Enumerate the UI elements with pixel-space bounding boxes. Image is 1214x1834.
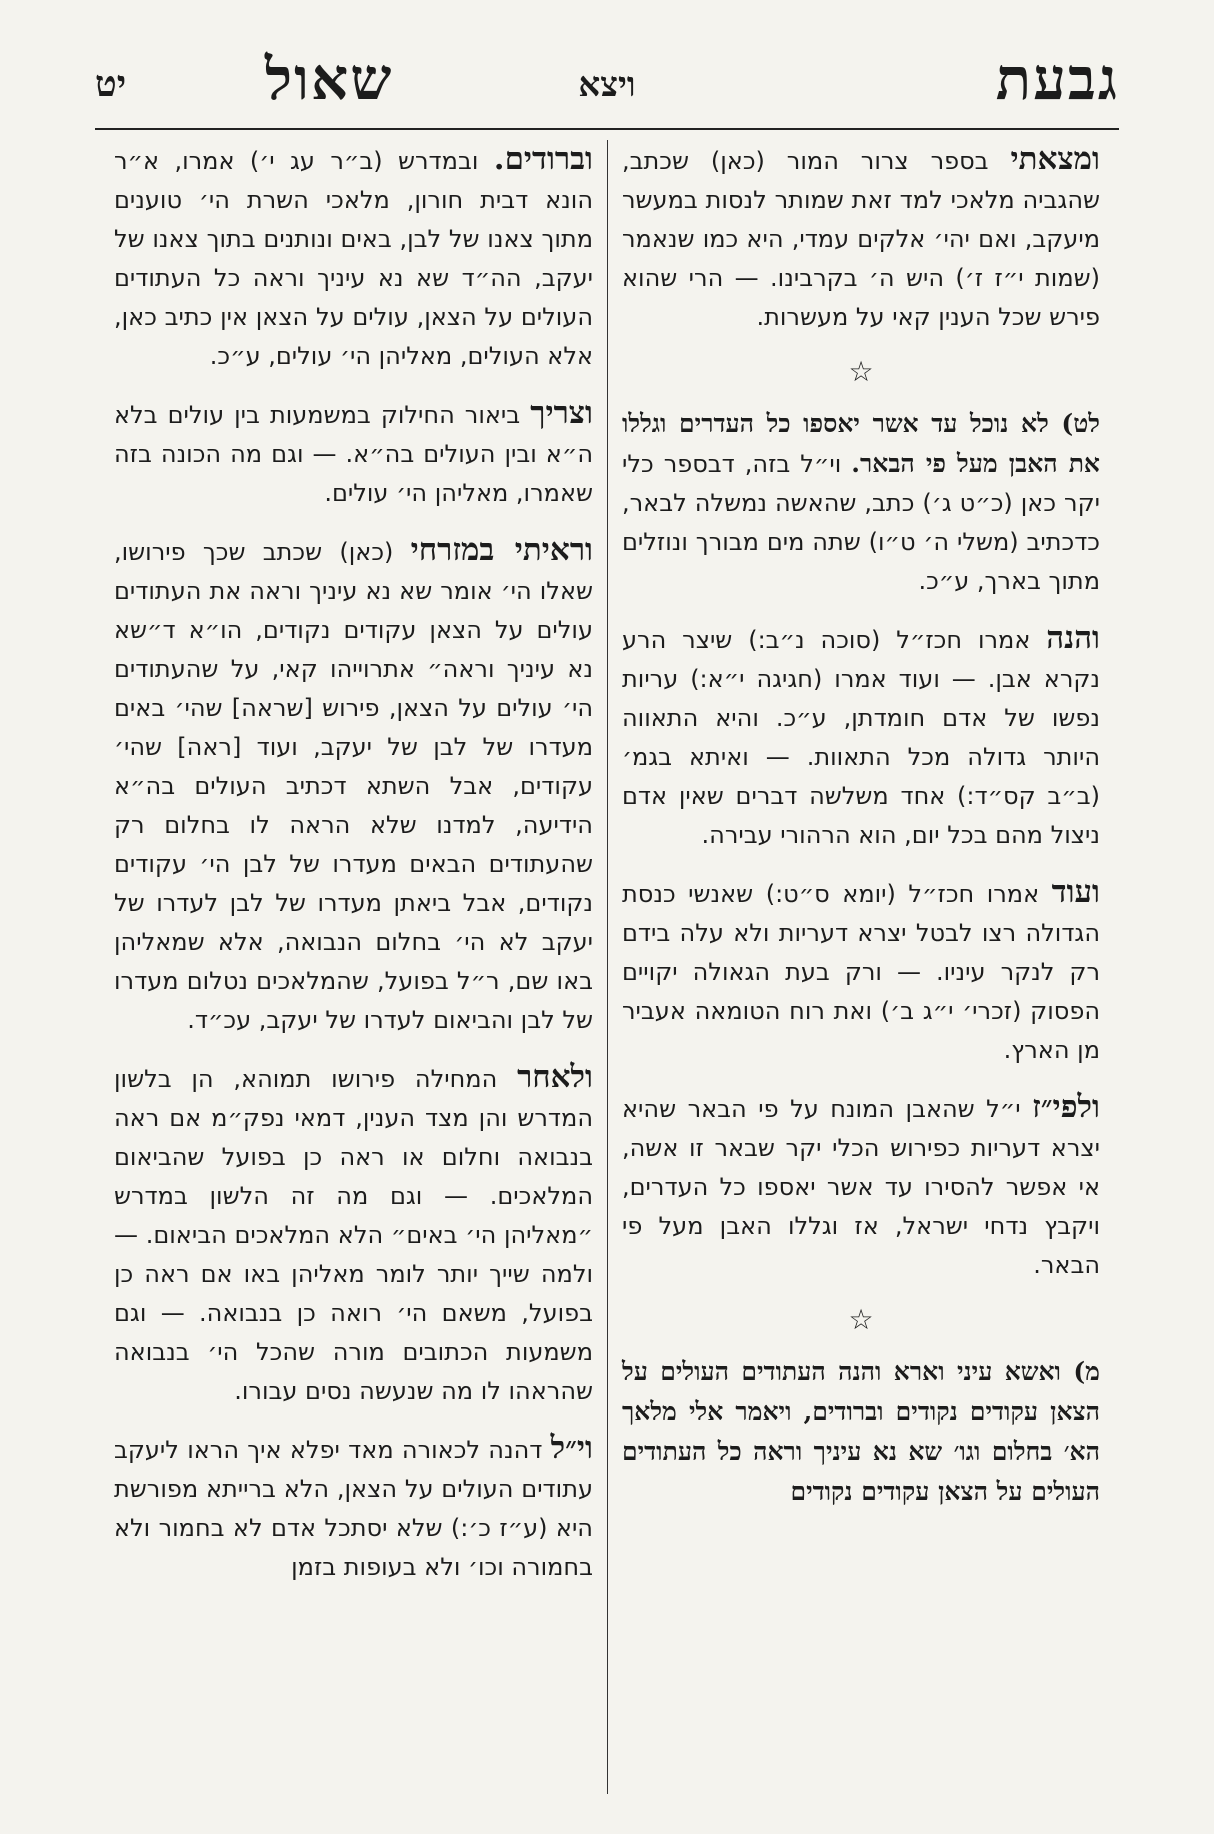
paragraph-text: (כאן) שכתב שכך פירושו, שאלו הי׳ אומר שא נא עיניך וראה את העתודים עולים על הצאן עקודים נקודים, הו״א ד״שא נא עיניך וראה״ אתרוייהו קאי, על שהעתודים הי׳ עולים על הצאן, פירוש [שראה] שהי׳ באים מעדרו של לבן של יעקב, ועוד [ראה] שהי׳ עקודים, אבל השתא דכתיב העולים בה״א הידיעה, למדנו שלא הראה לו בחלום רק שהעתודים הבאים מעדרו של לבן הי׳ עקודים נקודים, אבל ביאתן מעדרו של לבן לעדרו של יעקב לא הי׳ בחלום הנבואה, אלא שמאליהן באו שם, ר״ל בפועל, שהמלאכים נטלום מעדרו של לבן והביאום לעדרו של יעקב, עכ״ד. bbox=[114, 538, 593, 1034]
paragraph bbox=[622, 140, 1100, 337]
lead-word: ומצאתי bbox=[1010, 141, 1100, 177]
lead-word: ולפי״ז bbox=[1032, 1089, 1100, 1125]
verse-quote: לט) לא נוכל עד אשר יאספו כל העדרים וגללו את האבן מעל פי הבאר. bbox=[622, 409, 1100, 478]
paragraph-text: ביאור החילוק במשמעות בין עולים בלא ה״א ובין העולים בה״א. — וגם מה הכונה בזה שאמרו, מאליהן הי׳ עולים. bbox=[114, 401, 593, 507]
paragraph-text: אמרו חכז״ל (יומא ס״ט:) שאנשי כנסת הגדולה רצו לבטל יצרא דעריות ולא עלה בידם רק לנקר עיניו. — ורק בעת הגאולה יקויים הפסוק (זכרי׳ י״ג ב׳) ואת רוח הטומאה אעביר מן הארץ. bbox=[622, 880, 1100, 1064]
paragraph-text: המחילה פירושו תמוהא, הן בלשון המדרש והן מצד הענין, דמאי נפק״מ אם ראה בנבואה וחלום או ראה כן בפועל שהביאום המלאכים. — וגם מה זה הלשון במדרש ״מאליהן הי׳ באים״ הלא המלאכים הביאום. — ולמה שייך יותר לומר מאליהן באו אם ראה כן בפועל, משאם הי׳ רואה כן בנבואה. — וגם משמעות הכתובים מורה שהכל הי׳ בנבואה שהראהו לו מה שנעשה נסים עבורו. bbox=[114, 1065, 593, 1405]
lead-word: ולאחר bbox=[517, 1059, 593, 1095]
header-parsha: ויצא bbox=[578, 65, 636, 105]
paragraph-text: אמרו חכז״ל (סוכה נ״ב:) שיצר הרע נקרא אבן. — ועוד אמרו (חגיגה י״א:) עריות נפשו של אדם חומדתן, ע״כ. והיא התאווה היותר גדולה מכל התאוות. — ואיתא בגמ׳ (ב״ב קס״ד:) אחד משלשה דברים שאין אדם ניצול מהם בכל יום, הוא הרהורי עבירה. bbox=[622, 626, 1100, 849]
paragraph bbox=[114, 531, 593, 1040]
paragraph bbox=[622, 873, 1100, 1070]
paragraph-text: דהנה לכאורה מאד יפלא איך הראו ליעקב עתודים העולים על הצאן, הלא ברייתא מפורשת היא (ע״ז כ׳:) שלא יסתכל אדם לא בחמור ולא בחמורה וכו׳ ולא בעופות בזמן bbox=[114, 1436, 593, 1581]
header-divider bbox=[95, 128, 1119, 130]
lead-word: והנה bbox=[1046, 620, 1100, 656]
paragraph-text: ובמדרש (ב״ר עג י׳) אמרו, א״ר הונא דבית חורון, מלאכי השרת הי׳ טוענים מתוך צאנו של לבן, באים ונותנים בתוך צאנו של יעקב, הה״ד שא נא עיניך וראה כל העתודים העולים על הצאן, עולים על הצאן אין כתיב כאן, אלא העולים, מאליהן הי׳ עולים, ע״כ. bbox=[114, 147, 593, 370]
section-star-icon: ☆ bbox=[848, 1303, 874, 1336]
lead-word: וי״ל bbox=[550, 1430, 593, 1466]
paragraph bbox=[114, 394, 593, 513]
paragraph-text: וי״ל בזה, דבספר כלי יקר כאן (כ״ט ג׳) כתב, שהאשה נמשלה לבאר, כדכתיב (משלי ה׳ ט״ו) שתה מים מבורך ונוזלים מתוך בארך, ע״כ. bbox=[622, 450, 1100, 595]
lead-word: וצריך bbox=[530, 395, 593, 431]
lead-word: ועוד bbox=[1051, 874, 1100, 910]
paragraph-text: בספר צרור המור (כאן) שכתב, שהגביה מלאכי למד זאת שמותר לנסות במעשר מיעקב, ואם יהי׳ אלקים עמדי, היא כמו שנאמר (שמות י״ז ז׳) היש ה׳ בקרבינו. — הרי שהוא פירש שכל הענין קאי על מעשרות. bbox=[622, 147, 1100, 331]
paragraph-text: י״ל שהאבן המונח על פי הבאר שהיא יצרא דעריות כפירוש הכלי יקר שבאר זו אשה, אי אפשר להסירו עד אשר יאספו כל העדרים, ויקבץ נדחי ישראל, אז וגללו האבן מעל פי הבאר. bbox=[622, 1095, 1100, 1279]
paragraph bbox=[622, 1088, 1100, 1285]
header-left-title: שאול bbox=[265, 45, 394, 113]
left-column bbox=[100, 140, 607, 1794]
paragraph bbox=[622, 1352, 1100, 1512]
page-number: יט bbox=[95, 63, 127, 105]
paragraph bbox=[114, 140, 593, 376]
page-header bbox=[95, 45, 1119, 125]
right-column bbox=[607, 140, 1114, 1794]
paragraph bbox=[622, 404, 1100, 601]
lead-word: וברודים. bbox=[493, 141, 593, 177]
header-right-title: גבעת bbox=[995, 45, 1119, 113]
verse-quote: מ) ואשא עיני וארא והנה העתודים העולים על הצאן עקודים נקודים וברודים, ויאמר אלי מלאך הא׳ בחלום וגו׳ שא נא עיניך וראה כל העתודים העולים על הצאן עקודים נקודים bbox=[622, 1357, 1100, 1506]
text-columns bbox=[100, 140, 1114, 1794]
paragraph bbox=[114, 1058, 593, 1411]
lead-word: וראיתי במזרחי bbox=[410, 532, 593, 568]
paragraph bbox=[622, 619, 1100, 855]
paragraph bbox=[114, 1429, 593, 1587]
section-star-icon: ☆ bbox=[848, 355, 874, 388]
